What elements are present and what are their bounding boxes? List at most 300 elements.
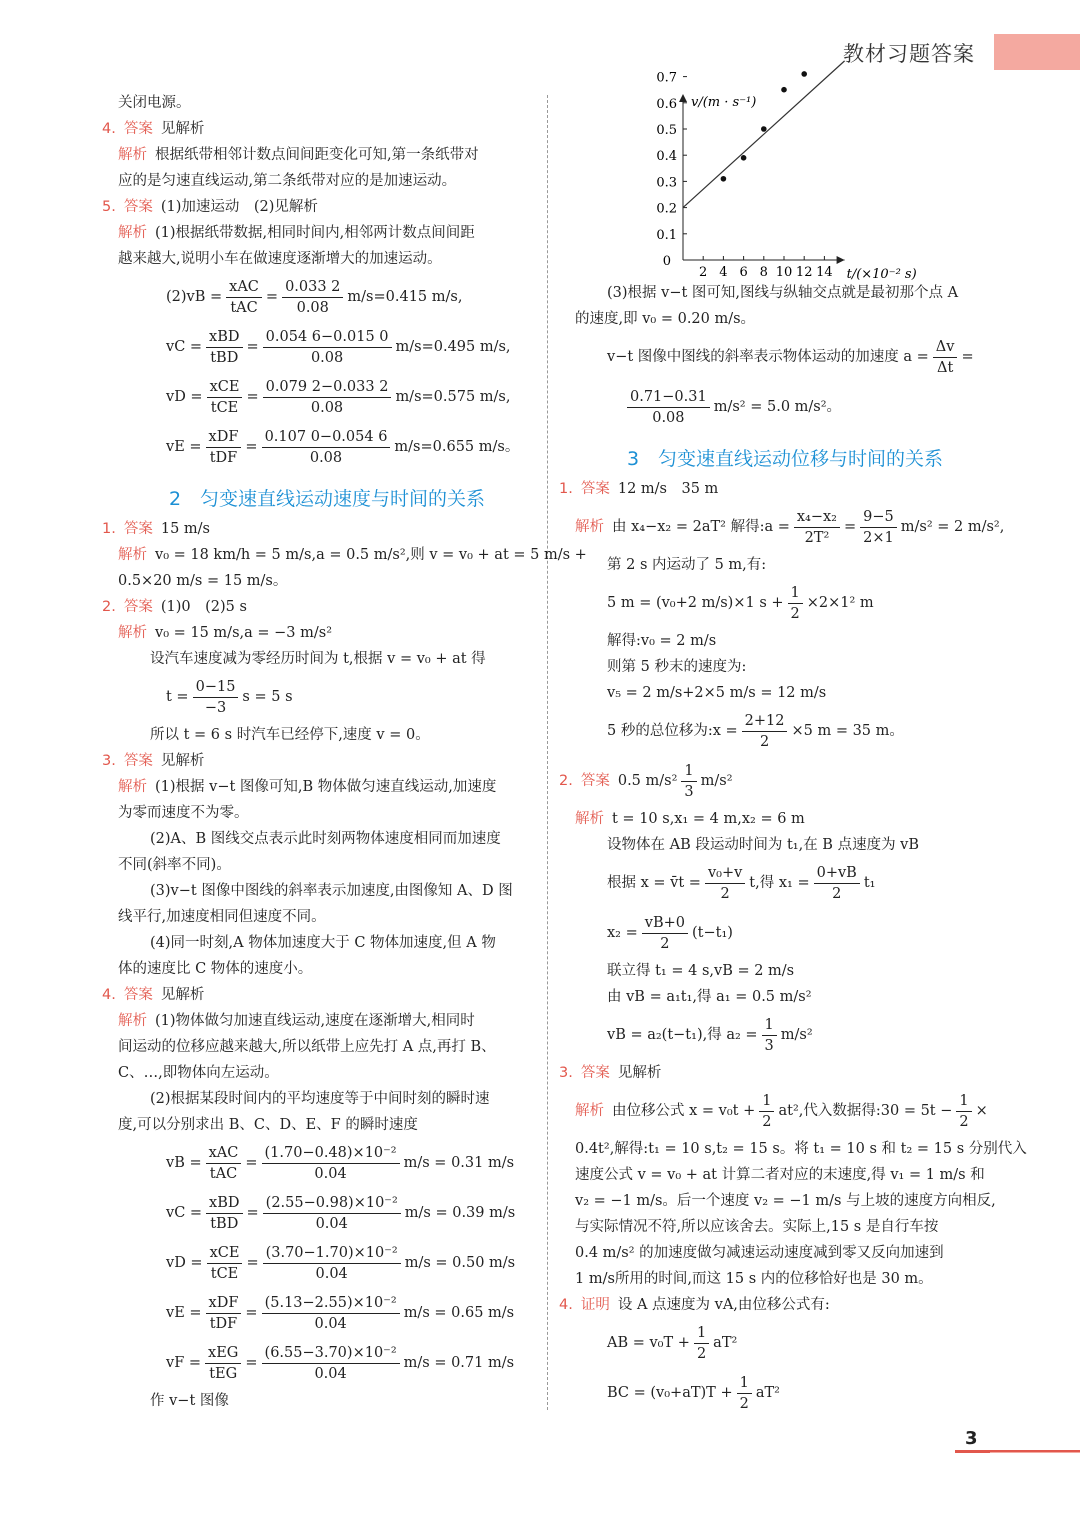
y-axis-label: v/(m · s⁻¹) xyxy=(691,95,757,110)
fraction-symbolic xyxy=(207,377,243,418)
equals-sign: = xyxy=(245,1355,258,1371)
answer-line xyxy=(102,116,536,142)
origin-label: 0 xyxy=(662,254,671,269)
fraction-denominator: 0.04 xyxy=(315,1265,348,1282)
fraction-denominator: 0.08 xyxy=(310,349,344,366)
text-line: 第 2 s 内运动了 5 m,有: xyxy=(607,557,767,573)
answer-text: 设 A 点速度为 vA,由位移公式有: xyxy=(617,1297,830,1313)
x-axis-arrow xyxy=(837,256,845,264)
data-point xyxy=(801,71,807,77)
fraction-denominator: 0.04 xyxy=(314,1365,347,1382)
text-line: 体的速度比 C 物体的速度小。 xyxy=(118,961,313,977)
fraction-denominator: tBD xyxy=(210,349,239,366)
right-column xyxy=(559,70,1027,1418)
text-line: 作 v−t 图像 xyxy=(150,1393,229,1409)
fraction-value xyxy=(263,327,392,368)
answer-label: 答案 xyxy=(123,121,153,137)
fraction-denominator: Δt xyxy=(936,359,954,376)
question-number: 4. xyxy=(102,121,116,137)
fraction-symbolic xyxy=(206,1143,242,1184)
formula-prefix: (2)vB = xyxy=(166,289,223,305)
fraction-numerator: xEG xyxy=(205,1343,241,1364)
y-tick-label: 0.1 xyxy=(656,227,677,243)
analysis-label: 解析 xyxy=(118,147,147,163)
formula-prefix: BC = (v₀+aT)T + xyxy=(607,1385,733,1401)
fraction-value xyxy=(193,677,239,718)
formula-line xyxy=(575,1318,995,1368)
fraction-numerator: (3.70−1.70)×10⁻² xyxy=(263,1243,401,1264)
text-line: 0.5×20 m/s = 15 m/s。 xyxy=(118,573,288,589)
formula-line xyxy=(575,1010,995,1060)
y-tick-label: 0.5 xyxy=(656,123,677,138)
formula-suffix: m/s = 0.50 m/s xyxy=(404,1255,516,1271)
formula-prefix: 5 m = (v₀+2 m/s)×1 s + xyxy=(607,595,784,611)
question-number: 3. xyxy=(102,753,116,769)
formula-line xyxy=(575,858,995,908)
equals-sign: = xyxy=(246,389,259,405)
vt-chart xyxy=(575,70,995,282)
page-number-rule xyxy=(990,1452,1080,1453)
fraction-symbolic xyxy=(206,1293,242,1334)
formula-line xyxy=(575,502,1005,552)
section-title: 3 匀变速直线运动位移与时间的关系 xyxy=(626,448,944,470)
text-line: 设汽车速度减为零经历时间为 t,根据 v = v₀ + at 得 xyxy=(150,651,486,667)
question-number: 3. xyxy=(559,1065,573,1081)
formula-prefix: v−t 图像中图线的斜率表示物体运动的加速度 a = xyxy=(607,349,929,365)
fraction-denominator: 0.08 xyxy=(310,399,344,416)
formula-suffix: m/s = 0.31 m/s xyxy=(403,1155,515,1171)
section-title: 2 匀变速直线运动速度与时间的关系 xyxy=(168,488,486,510)
y-axis-arrow xyxy=(679,94,687,102)
formula-line xyxy=(559,756,995,806)
text-line: 与实际情况不符,所以应该舍去。实际上,15 s 是自行车按 xyxy=(575,1219,939,1235)
y-tick-label: 0.3 xyxy=(656,175,677,191)
text-line: (3)v−t 图像中图线的斜率表示加速度,由图像知 A、D 图 xyxy=(150,883,513,899)
analysis-label: 解析 xyxy=(118,625,147,641)
analysis-label: 解析 xyxy=(118,1013,147,1029)
fraction-denominator: 3 xyxy=(764,1037,774,1054)
fraction-denominator: 0.08 xyxy=(309,449,343,466)
formula-line xyxy=(118,672,536,722)
x-tick-label: 2 xyxy=(699,265,708,280)
x-axis-label: t/(×10⁻² s) xyxy=(846,267,917,282)
answer-line xyxy=(118,542,587,568)
x-tick-label: 4 xyxy=(719,265,728,280)
formula-suffix: ×2×1² m xyxy=(806,595,874,611)
fraction-value xyxy=(759,1091,774,1132)
text-line: 速度公式 v = v₀ + at 计算二者对应的末速度,得 v₁ = 1 m/s 和 xyxy=(575,1167,985,1183)
fraction-numerator: (6.55−3.70)×10⁻² xyxy=(262,1343,400,1364)
fraction-numerator: x₄−x₂ xyxy=(794,507,840,528)
answer-text: 见解析 xyxy=(617,1065,662,1081)
formula-suffix: m/s=0.575 m/s, xyxy=(395,389,511,405)
question-number: 4. xyxy=(102,987,116,1003)
fraction-value xyxy=(737,1373,752,1414)
fraction-numerator: 0.079 2−0.033 2 xyxy=(263,377,392,398)
y-tick-label: 0.7 xyxy=(656,70,677,86)
text-line: 则第 5 秒末的速度为: xyxy=(607,659,747,675)
formula-line xyxy=(575,578,995,628)
text-line: (2)A、B 图线交点表示此时刻两物体速度相同而加速度 xyxy=(150,831,501,847)
formula-suffix: s = 5 s xyxy=(242,689,293,705)
fraction-denominator: 2T² xyxy=(804,529,830,546)
answer-label: 答案 xyxy=(580,1065,610,1081)
text-line: v₂ = −1 m/s。后一个速度 v₂ = −1 m/s 与上坡的速度方向相反, xyxy=(575,1193,996,1209)
fraction-symbolic xyxy=(794,507,840,548)
answer-text: v₀ = 18 km/h = 5 m/s,a = 0.5 m/s²,则 v = v₀ + at = 5 m/s + xyxy=(155,547,587,563)
x-tick-label: 8 xyxy=(759,265,768,280)
text-line: v₅ = 2 m/s+2×5 m/s = 12 m/s xyxy=(607,685,827,701)
formula-line xyxy=(118,1338,536,1388)
fraction-numerator: xAC xyxy=(206,1143,242,1164)
text-line: 应的是匀速直线运动,第二条纸带对应的是加速运动。 xyxy=(118,173,457,189)
fraction-value xyxy=(933,337,958,378)
fraction-value xyxy=(627,387,710,428)
fraction-denominator: 0.04 xyxy=(314,1315,347,1332)
fraction-symbolic xyxy=(205,1343,241,1384)
formula-prefix: 根据 x = v̄t = xyxy=(607,875,701,891)
text-line: (2)根据某段时间内的平均速度等于中间时刻的瞬时速 xyxy=(150,1091,490,1107)
fraction-numerator: (1.70−0.48)×10⁻² xyxy=(262,1143,400,1164)
data-point xyxy=(781,87,787,93)
fraction-numerator: 1 xyxy=(956,1091,971,1112)
answer-line xyxy=(118,220,536,246)
fraction-denominator: 0.08 xyxy=(296,299,329,316)
fraction-numerator: xAC xyxy=(226,277,262,298)
fraction-numerator: 0.107 0−0.054 6 xyxy=(262,427,391,448)
formula-line xyxy=(575,908,995,958)
formula-suffix: ×5 m = 35 m。 xyxy=(791,723,904,739)
fraction-denominator: tBD xyxy=(210,1215,239,1232)
fraction-numerator: 1 xyxy=(737,1373,752,1394)
header-accent-bar xyxy=(994,34,1080,70)
fraction-numerator: 2+12 xyxy=(742,711,788,732)
answer-line xyxy=(575,806,995,832)
text-line: 联立得 t₁ = 4 s,vB = 2 m/s xyxy=(607,963,795,979)
fraction-denominator: tAC xyxy=(230,299,258,316)
answer-label: 答案 xyxy=(580,773,610,789)
text-line: 度,可以分别求出 B、C、D、E、F 的瞬时速度 xyxy=(118,1117,418,1133)
answer-text: 12 m/s 35 m xyxy=(617,481,719,497)
fraction-value xyxy=(263,1243,401,1284)
fraction-denominator: tEG xyxy=(209,1365,238,1382)
fraction-denominator: 2 xyxy=(720,885,730,902)
formula-suffix: m/s=0.495 m/s, xyxy=(395,339,511,355)
x-tick-label: 14 xyxy=(816,265,833,280)
formula-line xyxy=(118,1188,536,1238)
formula-suffix: m/s = 0.65 m/s xyxy=(403,1305,515,1321)
fraction-denominator: 2 xyxy=(832,885,842,902)
y-tick-label: 0.2 xyxy=(656,201,677,217)
equals-sign: = xyxy=(245,439,258,455)
formula-line xyxy=(118,322,536,372)
question-number: 1. xyxy=(559,481,573,497)
fraction-numerator: 0.033 2 xyxy=(282,277,343,298)
fraction-denominator: 2 xyxy=(790,605,800,622)
analysis-label: 解析 xyxy=(118,779,147,795)
fraction-value xyxy=(263,377,392,418)
fraction-numerator: 0+vB xyxy=(814,863,860,884)
left-column xyxy=(102,90,587,1414)
formula-prefix: 由 x₄−x₂ = 2aT² 解得:a = xyxy=(612,519,790,535)
formula-suffix: m/s² = 2 m/s², xyxy=(900,519,1005,535)
analysis-label: 解析 xyxy=(118,547,147,563)
data-point xyxy=(761,126,767,132)
formula-prefix: vC = xyxy=(166,1205,203,1221)
fraction-numerator: xDF xyxy=(206,1293,242,1314)
fraction-symbolic xyxy=(206,327,242,368)
formula-suffix: m/s=0.655 m/s。 xyxy=(394,439,520,455)
fraction-value xyxy=(681,761,696,802)
fraction-denominator: −3 xyxy=(204,699,227,716)
fraction-denominator: tDF xyxy=(209,1315,238,1332)
formula-suffix: aT² xyxy=(755,1385,780,1401)
x-tick-label: 10 xyxy=(775,265,793,280)
fraction-symbolic xyxy=(226,277,262,318)
fraction-numerator: vB+0 xyxy=(642,913,688,934)
fraction-denominator: 0.04 xyxy=(314,1165,347,1182)
page-number: 3 xyxy=(965,1428,978,1449)
fraction-denominator: 3 xyxy=(684,783,694,800)
fraction-value xyxy=(705,863,745,904)
question-number: 2. xyxy=(102,599,116,615)
formula-prefix: vD = xyxy=(166,1255,203,1271)
formula-line xyxy=(118,1238,536,1288)
fraction-denominator: 2 xyxy=(762,1113,772,1130)
formula-prefix: t = xyxy=(166,689,189,705)
formula-suffix: (t−t₁) xyxy=(691,925,733,941)
answer-line xyxy=(102,748,536,774)
fraction-denominator: 2 xyxy=(959,1113,969,1130)
answer-line xyxy=(102,982,536,1008)
formula-prefix: vE = xyxy=(166,439,202,455)
fraction-value xyxy=(263,1193,401,1234)
equals-sign: = xyxy=(246,1255,259,1271)
fraction-numerator: xBD xyxy=(206,1193,242,1214)
fraction-denominator: 2 xyxy=(660,935,670,952)
fraction-denominator: tAC xyxy=(209,1165,238,1182)
fraction-denominator: 0.04 xyxy=(315,1215,348,1232)
fraction-numerator: 0.71−0.31 xyxy=(627,387,710,408)
fraction-symbolic xyxy=(206,427,242,468)
equals-sign: = xyxy=(246,339,259,355)
text-line: 0.4 m/s² 的加速度做匀减速运动速度减到零又反向加速到 xyxy=(575,1245,944,1261)
answer-text: 15 m/s xyxy=(160,521,210,537)
question-number: 4. xyxy=(559,1297,573,1313)
text-line: 1 m/s所用的时间,而这 15 s 内的位移恰好也是 30 m。 xyxy=(575,1271,933,1287)
data-point xyxy=(721,176,727,182)
text-line: 关闭电源。 xyxy=(118,95,191,111)
text-line: 越来越大,说明小车在做速度逐渐增大的加速运动。 xyxy=(118,251,442,267)
fraction-denominator: 2 xyxy=(739,1395,749,1412)
fraction-denominator: 2 xyxy=(759,733,770,750)
fraction-numerator: 1 xyxy=(762,1015,777,1036)
fraction-value xyxy=(282,277,343,318)
fraction-denominator: tDF xyxy=(209,449,238,466)
formula-suffix: = xyxy=(961,349,974,365)
answer-line xyxy=(559,476,995,502)
fraction-value xyxy=(742,711,788,752)
fraction-symbolic xyxy=(207,1243,243,1284)
formula-suffix: m/s = 0.71 m/s xyxy=(403,1355,515,1371)
equals-sign: = xyxy=(245,1305,258,1321)
fraction-numerator: 1 xyxy=(788,583,803,604)
formula-line xyxy=(118,1288,536,1338)
formula-prefix: vB = a₂(t−t₁),得 a₂ = xyxy=(607,1027,758,1043)
answer-label: 答案 xyxy=(580,481,610,497)
fraction-numerator: xDF xyxy=(206,427,242,448)
fraction-numerator: Δv xyxy=(933,337,958,358)
answer-text: (1)物体做匀加速直线运动,速度在逐渐增大,相同时 xyxy=(155,1013,475,1029)
formula-prefix: 由位移公式 x = v₀t + xyxy=(612,1103,756,1119)
equals-sign: = xyxy=(265,289,279,305)
fraction-numerator: 1 xyxy=(681,761,696,782)
answer-text: (1)根据 v−t 图像可知,B 物体做匀速直线运动,加速度 xyxy=(155,779,497,795)
formula-line xyxy=(118,422,536,472)
formula-line xyxy=(118,272,536,322)
fraction-second xyxy=(956,1091,971,1132)
analysis-label: 解析 xyxy=(575,811,604,827)
text-line: (3)根据 v−t 图可知,图线与纵轴交点就是最初那个点 A xyxy=(607,285,959,301)
answer-text: (1)0 (2)5 s xyxy=(160,599,247,615)
formula-suffix: aT² xyxy=(713,1335,738,1351)
formula-suffix: m/s² xyxy=(780,1027,813,1043)
fraction-numerator: v₀+v xyxy=(705,863,745,884)
question-number: 2. xyxy=(559,773,573,789)
fit-line xyxy=(683,61,845,208)
fraction-value xyxy=(262,427,391,468)
text-line: 所以 t = 6 s 时汽车已经停下,速度 v = 0。 xyxy=(150,727,430,743)
formula-prefix: AB = v₀T + xyxy=(607,1335,690,1351)
answer-text: 见解析 xyxy=(160,753,205,769)
formula-line xyxy=(575,382,995,432)
column-divider xyxy=(547,95,548,1410)
analysis-label: 解析 xyxy=(118,225,147,241)
fraction-numerator: (2.55−0.98)×10⁻² xyxy=(263,1193,401,1214)
formula-line xyxy=(575,706,995,756)
answer-text: (1)加速运动 (2)见解析 xyxy=(160,199,318,215)
answer-line xyxy=(118,1008,536,1034)
formula-suffix: t₁ xyxy=(863,875,876,891)
y-tick-label: 0.4 xyxy=(656,149,677,165)
formula-line xyxy=(575,1086,995,1136)
fraction-denominator: tCE xyxy=(210,399,239,416)
x-tick-label: 12 xyxy=(795,265,813,280)
answer-line xyxy=(102,194,536,220)
formula-prefix: 0.5 m/s² xyxy=(617,773,678,789)
fraction-numerator: xCE xyxy=(207,377,243,398)
answer-line xyxy=(118,142,536,168)
fraction-value xyxy=(262,1343,400,1384)
fraction-numerator: 0−15 xyxy=(193,677,239,698)
answer-text: 根据纸带相邻计数点间间距变化可知,第一条纸带对 xyxy=(155,147,479,163)
fraction-denominator: 2 xyxy=(696,1345,707,1362)
answer-label: 答案 xyxy=(123,521,153,537)
answer-text: 见解析 xyxy=(160,121,205,137)
fraction-denominator: 2×1 xyxy=(863,529,894,546)
text-line: C、…,即物体向左运动。 xyxy=(118,1065,279,1081)
formula-line xyxy=(575,332,995,382)
header-title: 教材习题答案 xyxy=(843,42,975,66)
formula-prefix: vF = xyxy=(166,1355,202,1371)
formula-suffix: at²,代入数据得:30 = 5t − xyxy=(778,1103,953,1119)
text-line: 为零而速度不为零。 xyxy=(118,805,249,821)
question-number: 1. xyxy=(102,521,116,537)
answer-label: 证明 xyxy=(580,1297,610,1313)
fraction-denominator: 0.08 xyxy=(652,409,685,426)
text-line: 间运动的位移应越来越大,所以纸带上应先打 A 点,再打 B、 xyxy=(118,1039,496,1055)
vt-graph xyxy=(575,70,995,282)
formula-suffix: t,得 x₁ = xyxy=(749,875,810,891)
analysis-label: 解析 xyxy=(575,1103,604,1119)
text-line: 解得:v₀ = 2 m/s xyxy=(607,633,717,649)
answer-label: 答案 xyxy=(123,199,153,215)
fraction-numerator: xBD xyxy=(206,327,242,348)
fraction-numerator: (5.13−2.55)×10⁻² xyxy=(262,1293,400,1314)
formula-prefix: vD = xyxy=(166,389,203,405)
text-line: 不同(斜率不同)。 xyxy=(118,857,231,873)
fraction-value xyxy=(762,1015,777,1056)
text-line: (4)同一时刻,A 物体加速度大于 C 物体加速度,但 A 物 xyxy=(150,935,496,951)
fraction-second xyxy=(814,863,860,904)
x-tick-label: 6 xyxy=(739,265,748,280)
answer-text: 见解析 xyxy=(160,987,205,1003)
fraction-numerator: xCE xyxy=(207,1243,243,1264)
question-number: 5. xyxy=(102,199,116,215)
fraction-value xyxy=(642,913,688,954)
data-point xyxy=(741,155,747,161)
fraction-numerator: 1 xyxy=(759,1091,774,1112)
fraction-value xyxy=(860,507,897,548)
answer-label: 答案 xyxy=(123,987,153,1003)
answer-text: v₀ = 15 m/s,a = −3 m/s² xyxy=(155,625,333,641)
answer-line xyxy=(102,516,536,542)
answer-line xyxy=(118,774,536,800)
answer-text: t = 10 s,x₁ = 4 m,x₂ = 6 m xyxy=(612,811,805,827)
formula-line xyxy=(118,372,536,422)
text-line: 线平行,加速度相同但速度不同。 xyxy=(118,909,326,925)
formula-prefix: vC = xyxy=(166,339,203,355)
text-line: 设物体在 AB 段运动时间为 t₁,在 B 点速度为 vB xyxy=(607,837,920,853)
y-tick-label: 0.6 xyxy=(656,96,677,112)
fraction-numerator: 9−5 xyxy=(860,507,897,528)
fraction-denominator: tCE xyxy=(210,1265,239,1282)
analysis-label: 解析 xyxy=(575,519,604,535)
answer-line xyxy=(559,1292,995,1318)
text-line: 0.4t²,解得:t₁ = 10 s,t₂ = 15 s。将 t₁ = 10 s 和 t₂ = 15 s 分别代入 xyxy=(575,1141,1027,1157)
formula-line xyxy=(575,1368,995,1418)
answer-line xyxy=(118,620,536,646)
fraction-value xyxy=(262,1293,400,1334)
answer-line xyxy=(102,594,536,620)
formula-suffix: m/s=0.415 m/s, xyxy=(347,289,463,305)
formula-prefix: 5 秒的总位移为:x = xyxy=(607,723,738,739)
equals-sign: = xyxy=(245,1155,258,1171)
answer-label: 答案 xyxy=(123,599,153,615)
fraction-symbolic xyxy=(206,1193,242,1234)
fraction-value xyxy=(262,1143,400,1184)
formula-prefix: x₂ = xyxy=(607,925,638,941)
formula-prefix: vB = xyxy=(166,1155,202,1171)
text-line: 由 vB = a₁t₁,得 a₁ = 0.5 m/s² xyxy=(607,989,812,1005)
answer-line xyxy=(559,1060,995,1086)
answer-label: 答案 xyxy=(123,753,153,769)
fraction-value xyxy=(788,583,803,624)
fraction-numerator: 0.054 6−0.015 0 xyxy=(263,327,392,348)
formula-suffix: m/s² xyxy=(700,773,733,789)
formula-prefix: vE = xyxy=(166,1305,202,1321)
equals-sign: = xyxy=(844,519,857,535)
